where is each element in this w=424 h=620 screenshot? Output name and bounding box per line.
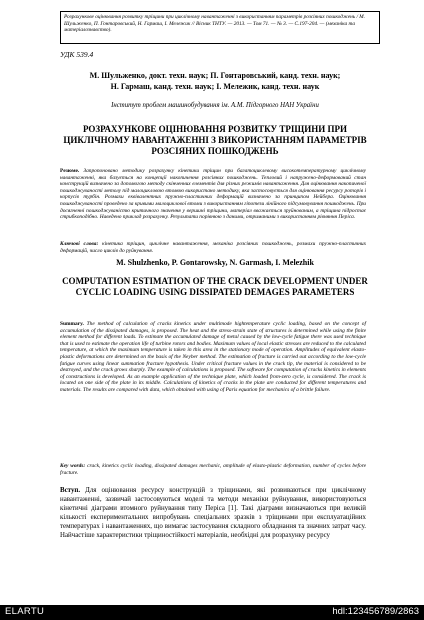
abstract-en-label: Summary.: [60, 321, 84, 327]
institute-ukrainian: Інститут проблем машинобудування ім. А.М. Підгорного НАН України: [111, 102, 319, 109]
keywords-ukrainian: [60, 241, 366, 254]
journal-citation: Розрахункове оцінювання розвитку тріщини при циклічному навантаженні з використанням параметрів розсіяних пошкоджень / М. Шульженко, П. Гонтаровський, Н. Гармаш, І. Мележик // Вісник ТНТУ. — 2013. — Том 71. — № 3. — С.197-204. — (механіка та матеріалознавство).: [64, 14, 366, 33]
handle-identifier[interactable]: hdl:123456789/2863: [332, 606, 419, 617]
repository-name: ELARTU: [5, 606, 45, 617]
authors-uk-line-1: М. Шульженко, докт. техн. наук; П. Гонтаровський, канд. техн. наук;: [89, 71, 341, 80]
keywords-en-label: Key words:: [60, 463, 86, 469]
abstract-en-text: The method of calculation of cracks kinetics under multimode hightemperature cyclic loading, based on the concept of accumulation of the dissipated damages, is proposed. The heat and the stress-strain state of structures is determined while using the finite element method for different loads. To estimate the accumulated damage of metal caused by the low-cycle fatigue there was used technique that is used to estimate the operation life of turbine rotors and bodies. Maximum values of local elastic stresses are reduced to the calculated temperature, at which the maximum temperature is taken in this area in the stationary mode of operation. Amplitudes of equivalent elasto-plastic deformations are determined on the basis of the Neyber method. The estimation of fracture is carried out according to the low-cycle fatigue curves using linear summation fracture hypothesis. Under critical fracture values in the crack tip, the material is considered to be destroyed, and the crack grows sharply. The example of calculations is proposed. The software for computation of cracks kinetics in elements of constructions is developed. As an example application of the technique plate, which loaded from-zero cycle, is considered. The crack is located on one side of the plate in its middle. Calculations of kinetics of cracks in the plate are conducted for different temperatures and materials. The results are compared with data, which obtained with using of Paris equation for mechanics of a brittle failure.: [60, 321, 366, 393]
keywords-uk-text: кінетика тріщин, циклічне навантаження, механіка розсіяних пошкоджень, розмахи пружно-пластичних деформацій, число циклів до руйнування.: [60, 241, 367, 254]
title-ukrainian: РОЗРАХУНКОВЕ ОЦІНЮВАННЯ РОЗВИТКУ ТРІЩИНИ ПРИ ЦИКЛІЧНОМУ НАВАНТАЖЕННІ З ВИКОРИСТАННЯМ ПАРАМЕТРІВ РОЗСІЯНИХ ПОШКОДЖЕНЬ: [63, 124, 367, 156]
authors-english: M. Shulzhenko, P. Gontarowsky, N. Garmash, I. Melezhik: [116, 258, 314, 267]
keywords-en-text: crack, kinetics cyclic loading, dissipated damages mechanic, amplitude of elasto-plastic deformation, number of cycles before fracture.: [60, 463, 366, 476]
keywords-english: [60, 463, 366, 476]
abstract-ukrainian: [60, 168, 366, 221]
keywords-uk-label: Ключові слова:: [60, 241, 99, 247]
udk-code: УДК 539.4: [60, 50, 94, 59]
abstract-english: [60, 321, 366, 394]
journal-citation-box: [60, 11, 380, 44]
intro-label: Вступ.: [60, 487, 81, 494]
abstract-uk-text: Запропоновано методику розрахунку кінетики тріщин при багатоциклевому високотемпературному циклічному навантаженні, яка базується на концепції накопичення розсіяних пошкоджень. Тепловий і напружено-деформований стан конструкцій визначено за допомогою методу скінченних елементів для різних режимів навантаження. Для оцінювання накопиченої пошкоджуваності метолу під малоцикловою втомою використано методику, яка застосовується для оцінювання ресурсу роторів і корпусів турбін. Розмахи еквівалентних пружно-пластичних деформацій визначено за принципом Нейбера. Оцінювання пошкоджуваності проведено за кривими малоциклової втоми з використанням гіпотези лінійного підсумовування пошкоджень. При досягненні пошкоджуваністю критичного значення у вершині тріщини, матеріал вважається зруйнованим, а тріщина підростає стрибкоподібно. Наведено приклад розрахунку. Результати порівнюю з даними, отриманими з використанням рівняння Періса.: [60, 168, 366, 221]
authors-uk-line-2: Н. Гармаш, канд. техн. наук; І. Мележик, канд. техн. наук: [110, 82, 320, 91]
authors-ukrainian: [60, 70, 370, 92]
intro-text: Для оцінювання ресурсу конструкцій з тріщинами, які розвиваються при циклічному навантаженні, зазвичай застосовуються моделі та методи механіки руйнування, використовуються кінетичні діаграми втомного руйнування типу Періса [1]. Такі діаграми визначаються при великій кількості експериментальних випробувань спеціальних зразків з тріщинами при експлуатаційних температурах і навантаженнях, що вимагає застосування складного обладнання та значних затрат часу. Найчастіше характеристики тріщиностійкості матеріалів, необхідні для розрахунку ресурсу: [60, 487, 366, 539]
introduction-paragraph: [60, 487, 366, 540]
repository-footer-bar: [0, 605, 424, 620]
abstract-uk-label: Резюме.: [60, 168, 80, 174]
title-english: COMPUTATION ESTIMATION OF THE CRACK DEVELOPMENT UNDER CYCLIC LOADING USING DISSIPATED DEMAGES PARAMETERS: [62, 276, 368, 297]
